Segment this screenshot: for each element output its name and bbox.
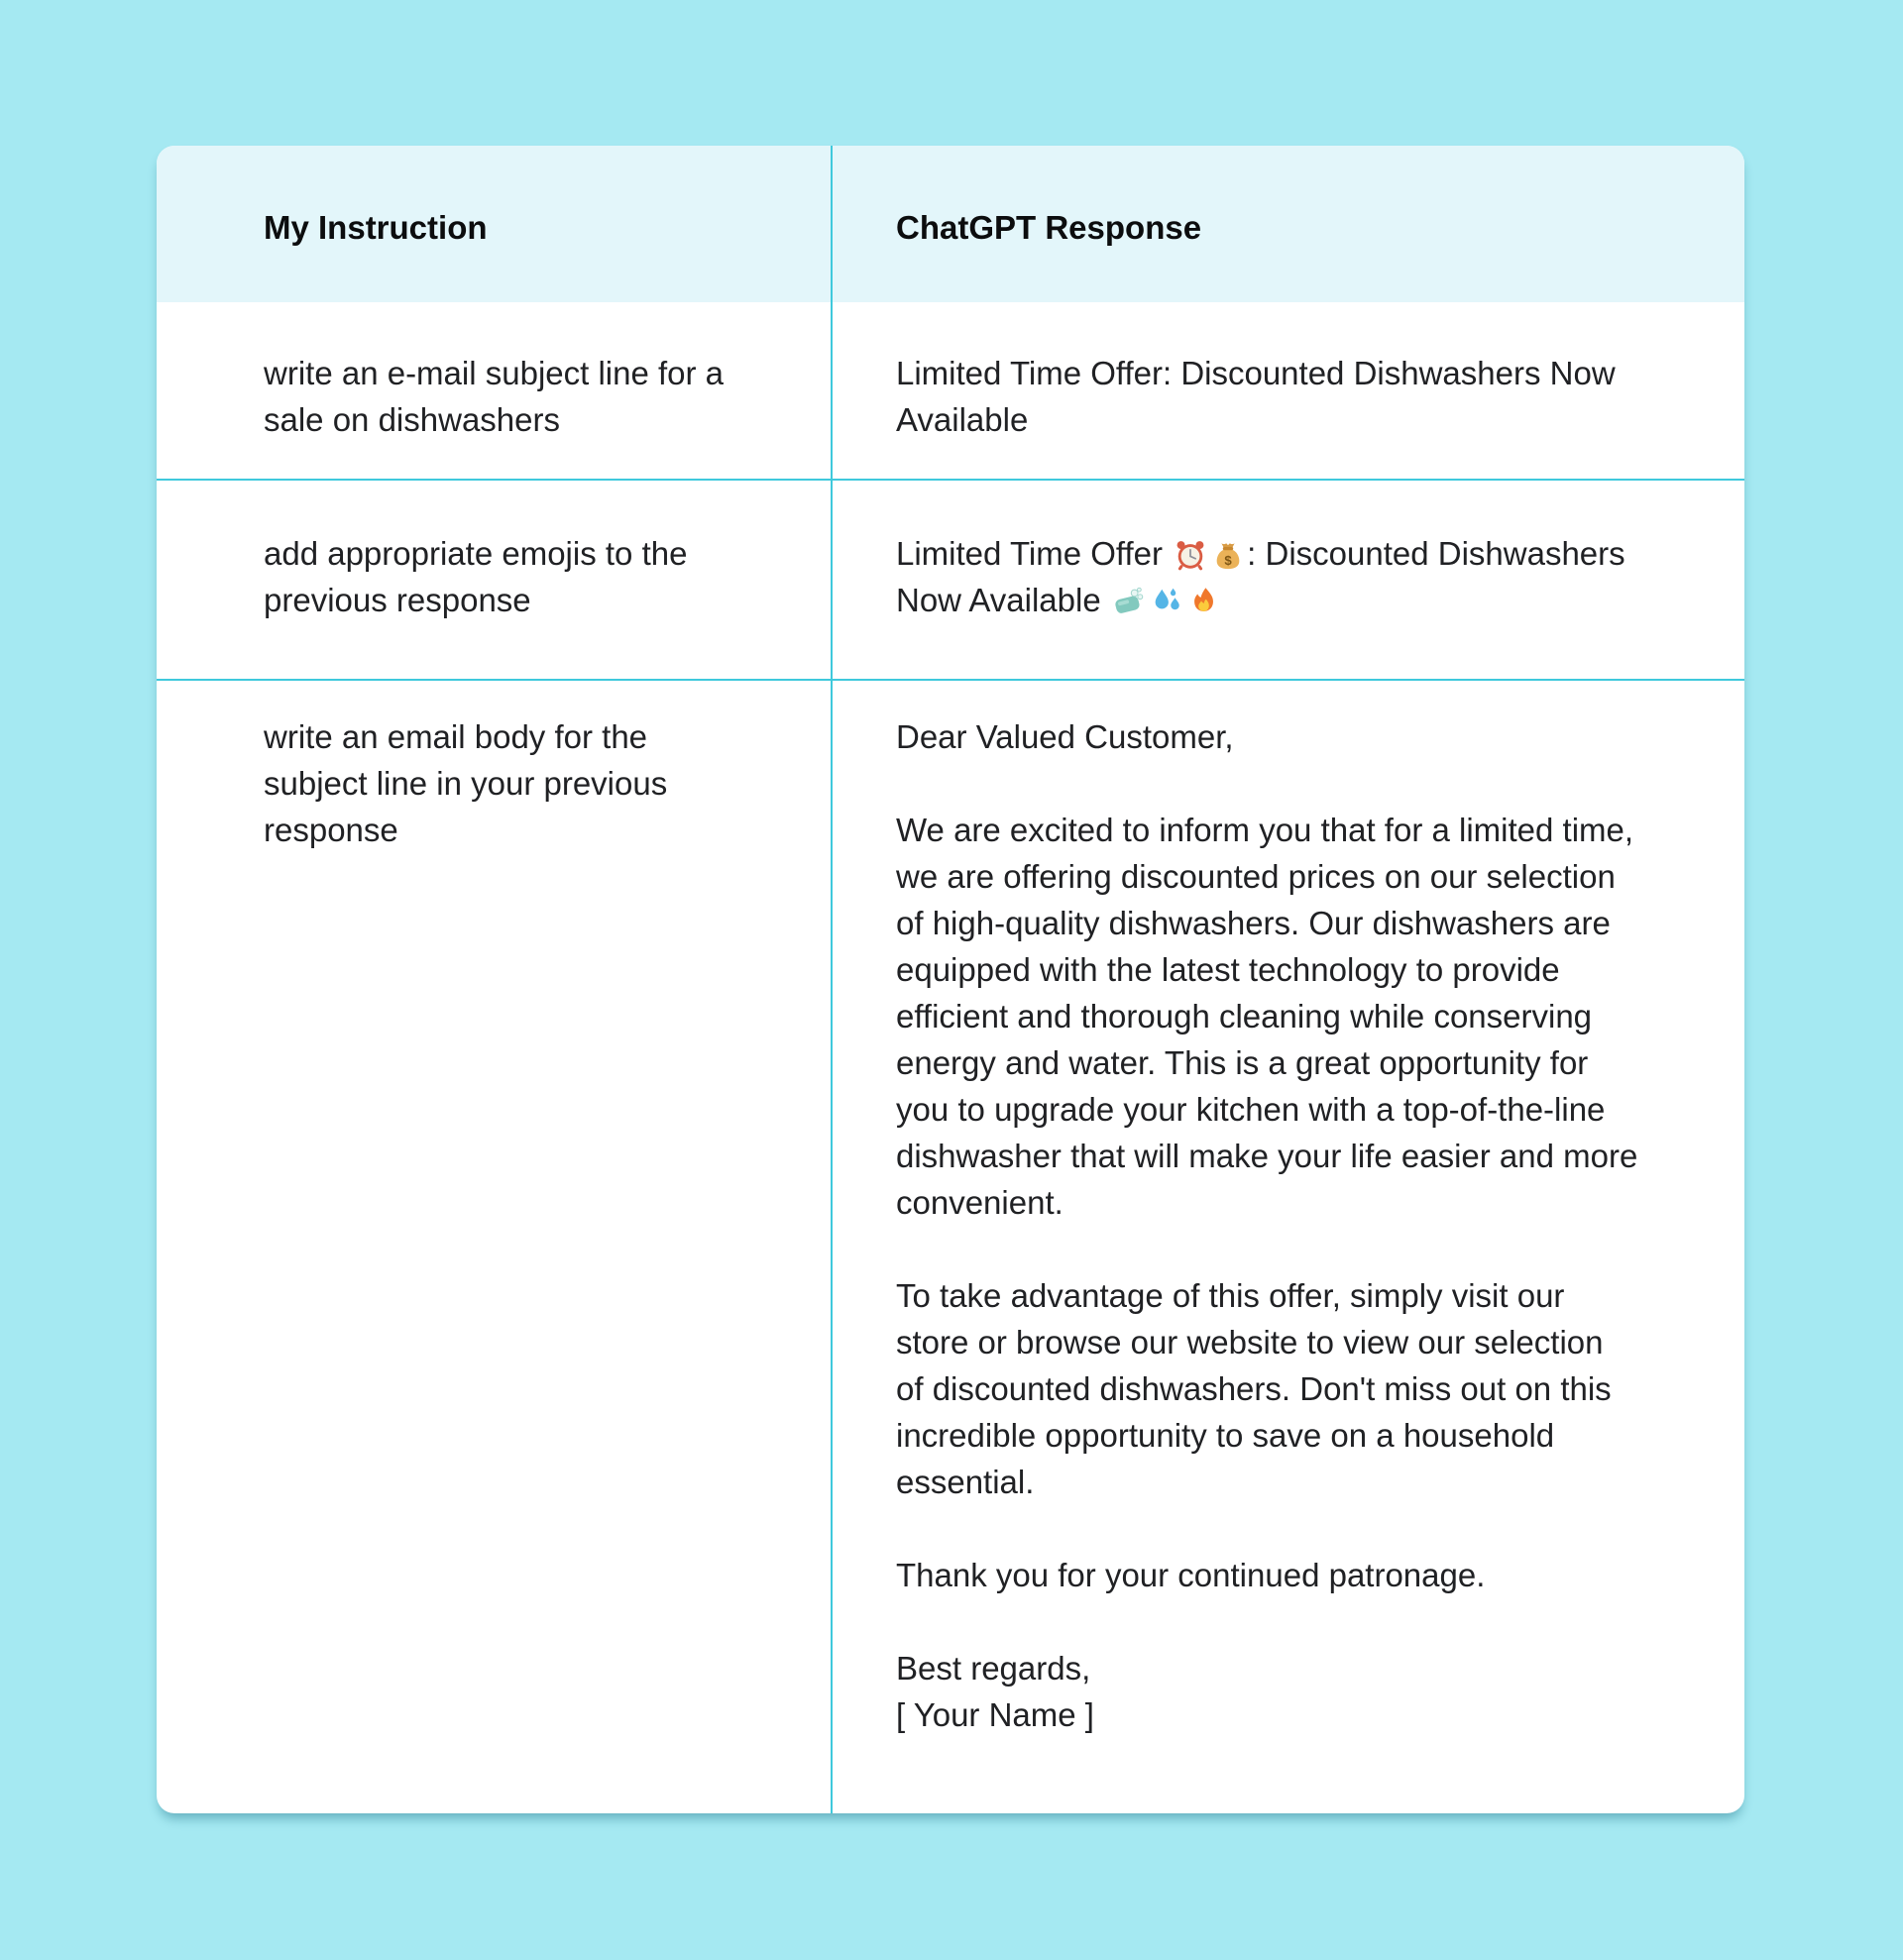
instruction-line: response — [264, 812, 398, 848]
response-line: efficient and thorough cleaning while conserving — [896, 998, 1593, 1034]
response-line: We are excited to inform you that for a limited time, — [896, 812, 1634, 848]
response-line: dishwasher that will make your life easier and more — [896, 1138, 1638, 1174]
response-text: : Discounted Dishwashers — [1247, 535, 1625, 572]
instruction-line: add appropriate emojis to the — [264, 535, 688, 572]
response-line: Dear Valued Customer, — [896, 718, 1234, 755]
response-line: [ Your Name ] — [896, 1696, 1094, 1733]
response-line — [896, 760, 1705, 807]
column-divider — [831, 146, 833, 1813]
response-line: essential. — [896, 1464, 1035, 1500]
response-line: To take advantage of this offer, simply visit our — [896, 1277, 1565, 1314]
alarm-clock-emoji — [1174, 538, 1207, 572]
response-cell — [831, 481, 1744, 679]
response-line: Thank you for your continued patronage. — [896, 1557, 1486, 1593]
instruction-line: previous response — [264, 582, 531, 618]
response-line — [896, 1505, 1705, 1552]
response-line: store or browse our website to view our selection — [896, 1324, 1604, 1361]
response-line: incredible opportunity to save on a household — [896, 1417, 1555, 1454]
response-text: Now Available — [896, 582, 1110, 618]
table-header-row — [157, 146, 1744, 302]
instruction-line: write an email body for the — [264, 718, 648, 755]
fire-emoji — [1187, 585, 1221, 618]
table-row — [157, 302, 1744, 479]
response-line: we are offering discounted prices on our selection — [896, 858, 1616, 895]
response-cell — [831, 681, 1744, 1813]
response-line: energy and water. This is a great opportunity for — [896, 1044, 1589, 1081]
sweat-droplets-emoji — [1150, 585, 1183, 618]
response-line: Limited Time Offer: Discounted Dishwashers Now — [896, 355, 1616, 391]
instruction-line: sale on dishwashers — [264, 401, 560, 438]
response-line — [896, 577, 1705, 623]
response-cell — [831, 302, 1744, 479]
header-cell-response: ChatGPT Response — [896, 209, 1202, 246]
header-cell-instruction: My Instruction — [264, 209, 488, 246]
response-line — [896, 1226, 1705, 1272]
response-line: convenient. — [896, 1184, 1063, 1221]
response-line — [896, 1598, 1705, 1645]
comparison-table-card — [157, 146, 1744, 1813]
table-row — [157, 479, 1744, 679]
response-line: Best regards, — [896, 1650, 1091, 1687]
money-bag-emoji — [1211, 538, 1245, 572]
response-line: Available — [896, 401, 1029, 438]
response-line: you to upgrade your kitchen with a top-of-the-line — [896, 1091, 1606, 1128]
instruction-cell — [157, 302, 831, 479]
soap-emoji — [1112, 585, 1146, 618]
instruction-cell — [157, 481, 831, 679]
response-text: Limited Time Offer — [896, 535, 1173, 572]
instruction-cell — [157, 681, 831, 1813]
instruction-line: subject line in your previous — [264, 765, 668, 802]
response-line — [896, 530, 1705, 577]
table-row — [157, 679, 1744, 1813]
svg-text:$: $ — [1224, 552, 1232, 568]
instruction-line: write an e-mail subject line for a — [264, 355, 725, 391]
response-line: of discounted dishwashers. Don't miss out on this — [896, 1370, 1612, 1407]
response-line: equipped with the latest technology to provide — [896, 951, 1560, 988]
response-line: of high-quality dishwashers. Our dishwashers are — [896, 905, 1611, 941]
